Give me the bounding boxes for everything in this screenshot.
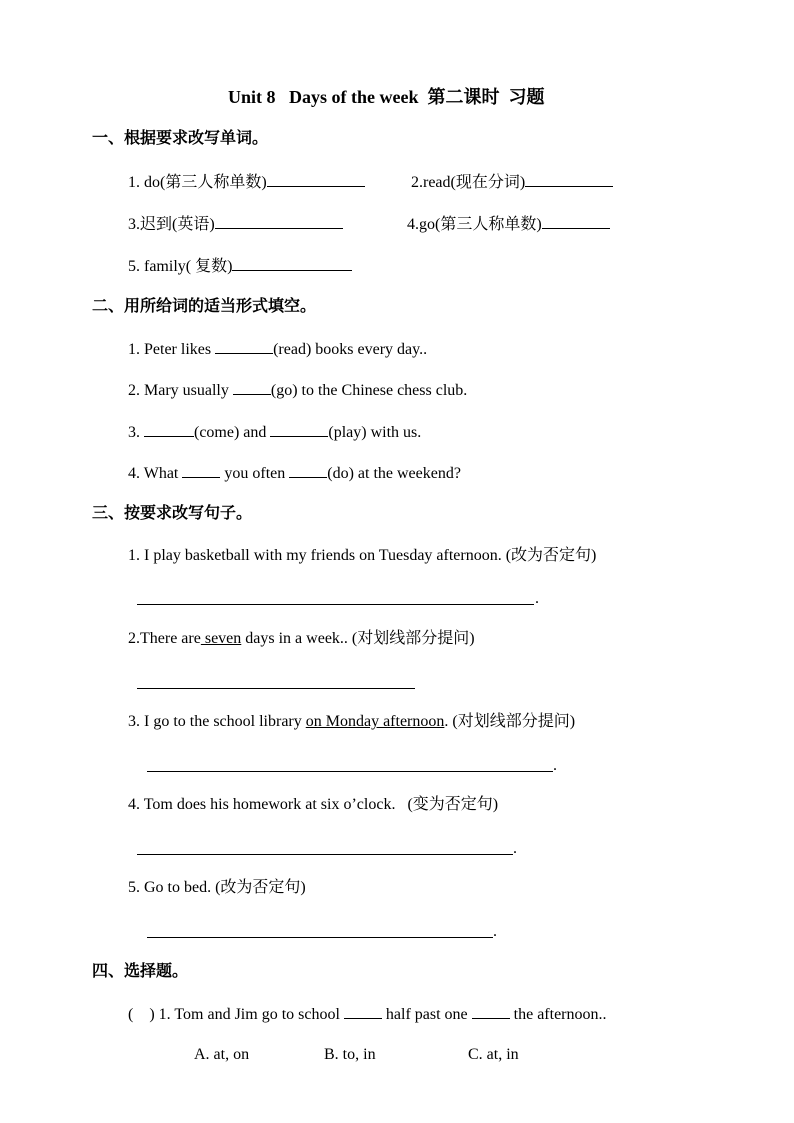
- s2-q4-text-b: you often: [220, 465, 290, 482]
- s2-q2-text-b: (go) to the Chinese chess club.: [270, 382, 468, 399]
- answer-blank[interactable]: [525, 171, 613, 187]
- s2-q4-text-a: 4. What: [128, 465, 183, 482]
- section-4-heading: 四、选择题。: [92, 963, 189, 980]
- answer-blank[interactable]: [233, 379, 271, 395]
- s3-q3-text-a: 3. I go to the school library: [128, 713, 306, 730]
- s1-question-3: [128, 213, 343, 235]
- s1-question-5: [128, 255, 352, 277]
- answer-blank[interactable]: [270, 421, 328, 437]
- s3-q2-text-b: days in a week.. (对划线部分提问): [241, 630, 475, 647]
- s3-question-2: [128, 629, 475, 649]
- s1-q3-text: 3.迟到(英语): [128, 216, 215, 233]
- s2-question-1: [128, 338, 427, 360]
- answer-blank[interactable]: [542, 213, 610, 229]
- line-period: .: [513, 840, 517, 857]
- section-2-heading: 二、用所给词的适当形式填空。: [92, 298, 317, 315]
- page-title: Unit 8 Days of the week 第二课时 习题: [228, 87, 545, 107]
- answer-blank[interactable]: [267, 171, 365, 187]
- line-period: .: [535, 590, 539, 607]
- underlined-part: seven: [200, 630, 242, 647]
- s4-question-1: [128, 1003, 607, 1025]
- s2-question-4: [128, 462, 461, 484]
- s1-question-4: [407, 213, 610, 235]
- s2-q2-text-a: 2. Mary usually: [128, 382, 233, 399]
- s3-question-4: 4. Tom does his homework at six o’clock. (变为否定句): [128, 796, 499, 813]
- s4-q1-text-a: ( ) 1. Tom and Jim go to school: [128, 1006, 344, 1023]
- s2-q4-text-c: (do) at the weekend?: [327, 465, 461, 482]
- s1-q4-text: 4.go(第三人称单数): [407, 216, 542, 233]
- s3-q3-text-b: . (对划线部分提问): [444, 713, 576, 730]
- answer-line[interactable]: [137, 604, 534, 605]
- s2-q1-text-b: (read) books every day..: [273, 341, 428, 358]
- option-b[interactable]: B. to, in: [324, 1046, 376, 1063]
- s4-q1-text-b: half past one: [381, 1006, 472, 1023]
- answer-blank[interactable]: [144, 421, 194, 437]
- s2-q1-text-a: 1. Peter likes: [128, 341, 216, 358]
- s2-q3-text-c: (play) with us.: [328, 424, 422, 441]
- answer-blank[interactable]: [344, 1003, 382, 1019]
- answer-blank[interactable]: [289, 462, 327, 478]
- answer-line[interactable]: [137, 688, 415, 689]
- s1-q1-text: 1. do(第三人称单数): [128, 174, 267, 191]
- s2-q3-text-a: 3.: [128, 424, 144, 441]
- s2-question-3: [128, 421, 421, 443]
- section-1-heading: 一、根据要求改写单词。: [92, 130, 269, 147]
- s3-question-1: 1. I play basketball with my friends on Tuesday afternoon. (改为否定句): [128, 547, 597, 564]
- section-3-heading: 三、按要求改写句子。: [92, 505, 253, 522]
- answer-blank[interactable]: [215, 338, 273, 354]
- s3-question-5: 5. Go to bed. (改为否定句): [128, 879, 306, 896]
- answer-blank[interactable]: [472, 1003, 510, 1019]
- option-c[interactable]: C. at, in: [468, 1046, 519, 1063]
- s1-q2-text: 2.read(现在分词): [411, 174, 526, 191]
- answer-line[interactable]: [147, 771, 553, 772]
- option-a[interactable]: A. at, on: [194, 1046, 250, 1063]
- s1-question-2: [411, 171, 613, 193]
- answer-blank[interactable]: [215, 213, 343, 229]
- underlined-part: on Monday afternoon: [305, 713, 445, 730]
- s4-q1-text-c: the afternoon..: [509, 1006, 607, 1023]
- s2-q3-text-b: (come) and: [194, 424, 271, 441]
- s3-q2-text-a: 2.There are: [128, 630, 201, 647]
- line-period: .: [493, 923, 497, 940]
- s2-question-2: [128, 379, 467, 401]
- s1-question-1: [128, 171, 365, 193]
- answer-blank[interactable]: [232, 255, 352, 271]
- answer-line[interactable]: [137, 854, 513, 855]
- answer-line[interactable]: [147, 937, 493, 938]
- s3-question-3: [128, 712, 575, 732]
- answer-blank[interactable]: [182, 462, 220, 478]
- s1-q5-text: 5. family( 复数): [128, 258, 233, 275]
- line-period: .: [553, 757, 557, 774]
